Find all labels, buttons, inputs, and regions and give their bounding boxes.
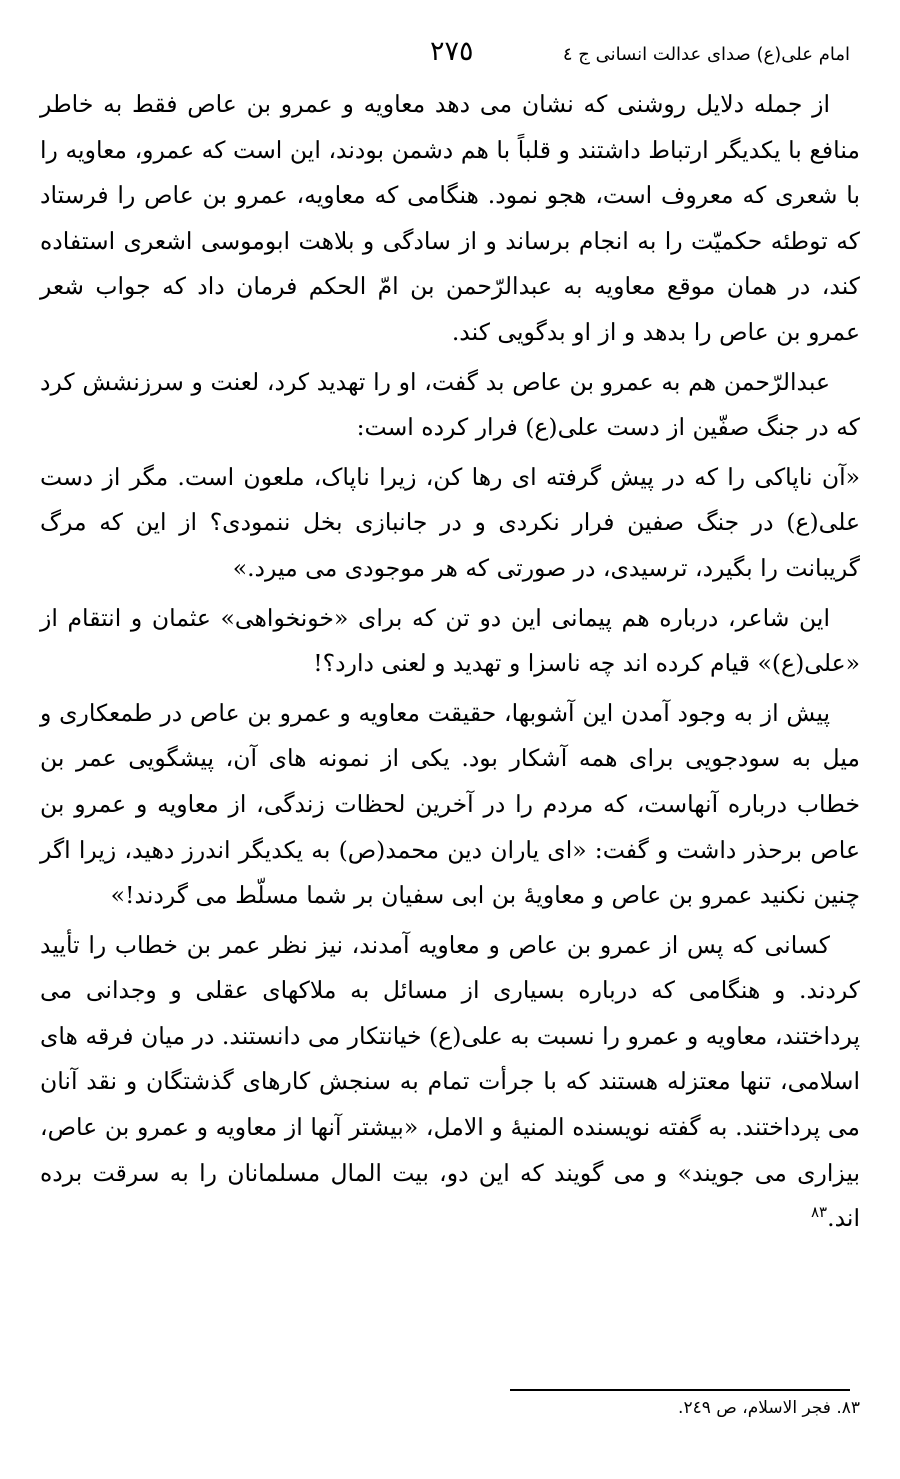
paragraph-2: عبدالرّحمن هم به عمرو بن عاص بد گفت، او را تهدید کرد، لعنت و سرزنشش کرد که در جنگ صفّین از دست علی(ع) فرار کرده است: (40, 367, 860, 442)
quote-paragraph: «آن ناپاکی را که در پیش گرفته ای رها کن، زیرا ناپاک، ملعون است. مگر از دست علی(ع) در جنگ صفین فرار نکردی و در جانبازی بخل ننمودی؟ از این که مرگ گریبانت را بگیرد، ترسیدی، در صورتی که هر موجودی می میرد.» (40, 462, 860, 582)
footnote: ٨٣. فجر الاسلام، ص ٢٤٩. (678, 1398, 860, 1418)
paragraph-4: این شاعر، درباره هم پیمانی این دو تن که برای «خونخواهی» عثمان و انتقام از «علی(ع)» قیام کرده اند چه ناسزا و تهدید و لعنی دارد؟! (40, 603, 860, 678)
page-number: ٢٧٥ (430, 36, 474, 67)
footnote-divider (510, 1389, 850, 1391)
paragraph-6 (40, 923, 860, 1242)
paragraph-6-text: کسانی که پس از عمرو بن عاص و معاویه آمدند، نیز نظر عمر بن خطاب را تأیید کردند. و هنگامی که درباره بسیاری از مسائل به ملاکهای عقلی و وجدانی می پرداختند، معاویه و عمرو را نسبت به علی(ع) خیانتکار می دانستند. در میان فرقه های اسلامی، تنها معتزله هستند که با جرأت تمام به سنجش کارهای گذشتگان و نقد آنان می پرداختند. به گفته نویسنده المنیهٔ و الامل، «بیشتر آنها از معاویه و عمرو بن عاص، بیزاری می جویند» و می گویند که این دو، بیت المال مسلمانان را به سرقت برده اند. (40, 930, 860, 1233)
page-header (40, 36, 860, 76)
paragraph-1: از جمله دلایل روشنی که نشان می دهد معاویه و عمرو بن عاص فقط به خاطر منافع با یکدیگر ارتباط داشتند و قلباً با هم دشمن بودند، این است که عمرو، معاویه را با شعری که معروف است، هجو نمود. هنگامی که معاویه، عمرو بن عاص را فرستاد که توطئه حکمیّت را به انجام برساند و از سادگی و بلاهت ابوموسی اشعری استفاده کند، در همان موقع معاویه به عبدالرّحمن بن امّ الحکم فرمان داد که جواب شعر عمرو بن عاص را بدهد و از او بدگویی کند. (40, 90, 860, 346)
paragraph-5: پیش از به وجود آمدن این آشوبها، حقیقت معاویه و عمرو بن عاص در طمعکاری و میل به سودجویی برای همه آشکار بود. یکی از نمونه های آن، پیشگویی عمر بن خطاب درباره آنهاست، که مردم را در آخرین لحظات زندگی، از معاویه و عمرو بن عاص برحذر داشت و گفت: «ای یاران دین محمد(ص) به یکدیگر اندرز دهید، زیرا اگر چنین نکنید عمرو بن عاص و معاویهٔ بن ابی سفیان بر شما مسلّط می گردند!» (40, 698, 860, 910)
page-body (40, 82, 860, 1246)
footnote-reference[interactable]: ٨٣ (811, 1203, 828, 1222)
running-title: امام علی(ع) صدای عدالت انسانی ج ٤ (562, 44, 850, 65)
